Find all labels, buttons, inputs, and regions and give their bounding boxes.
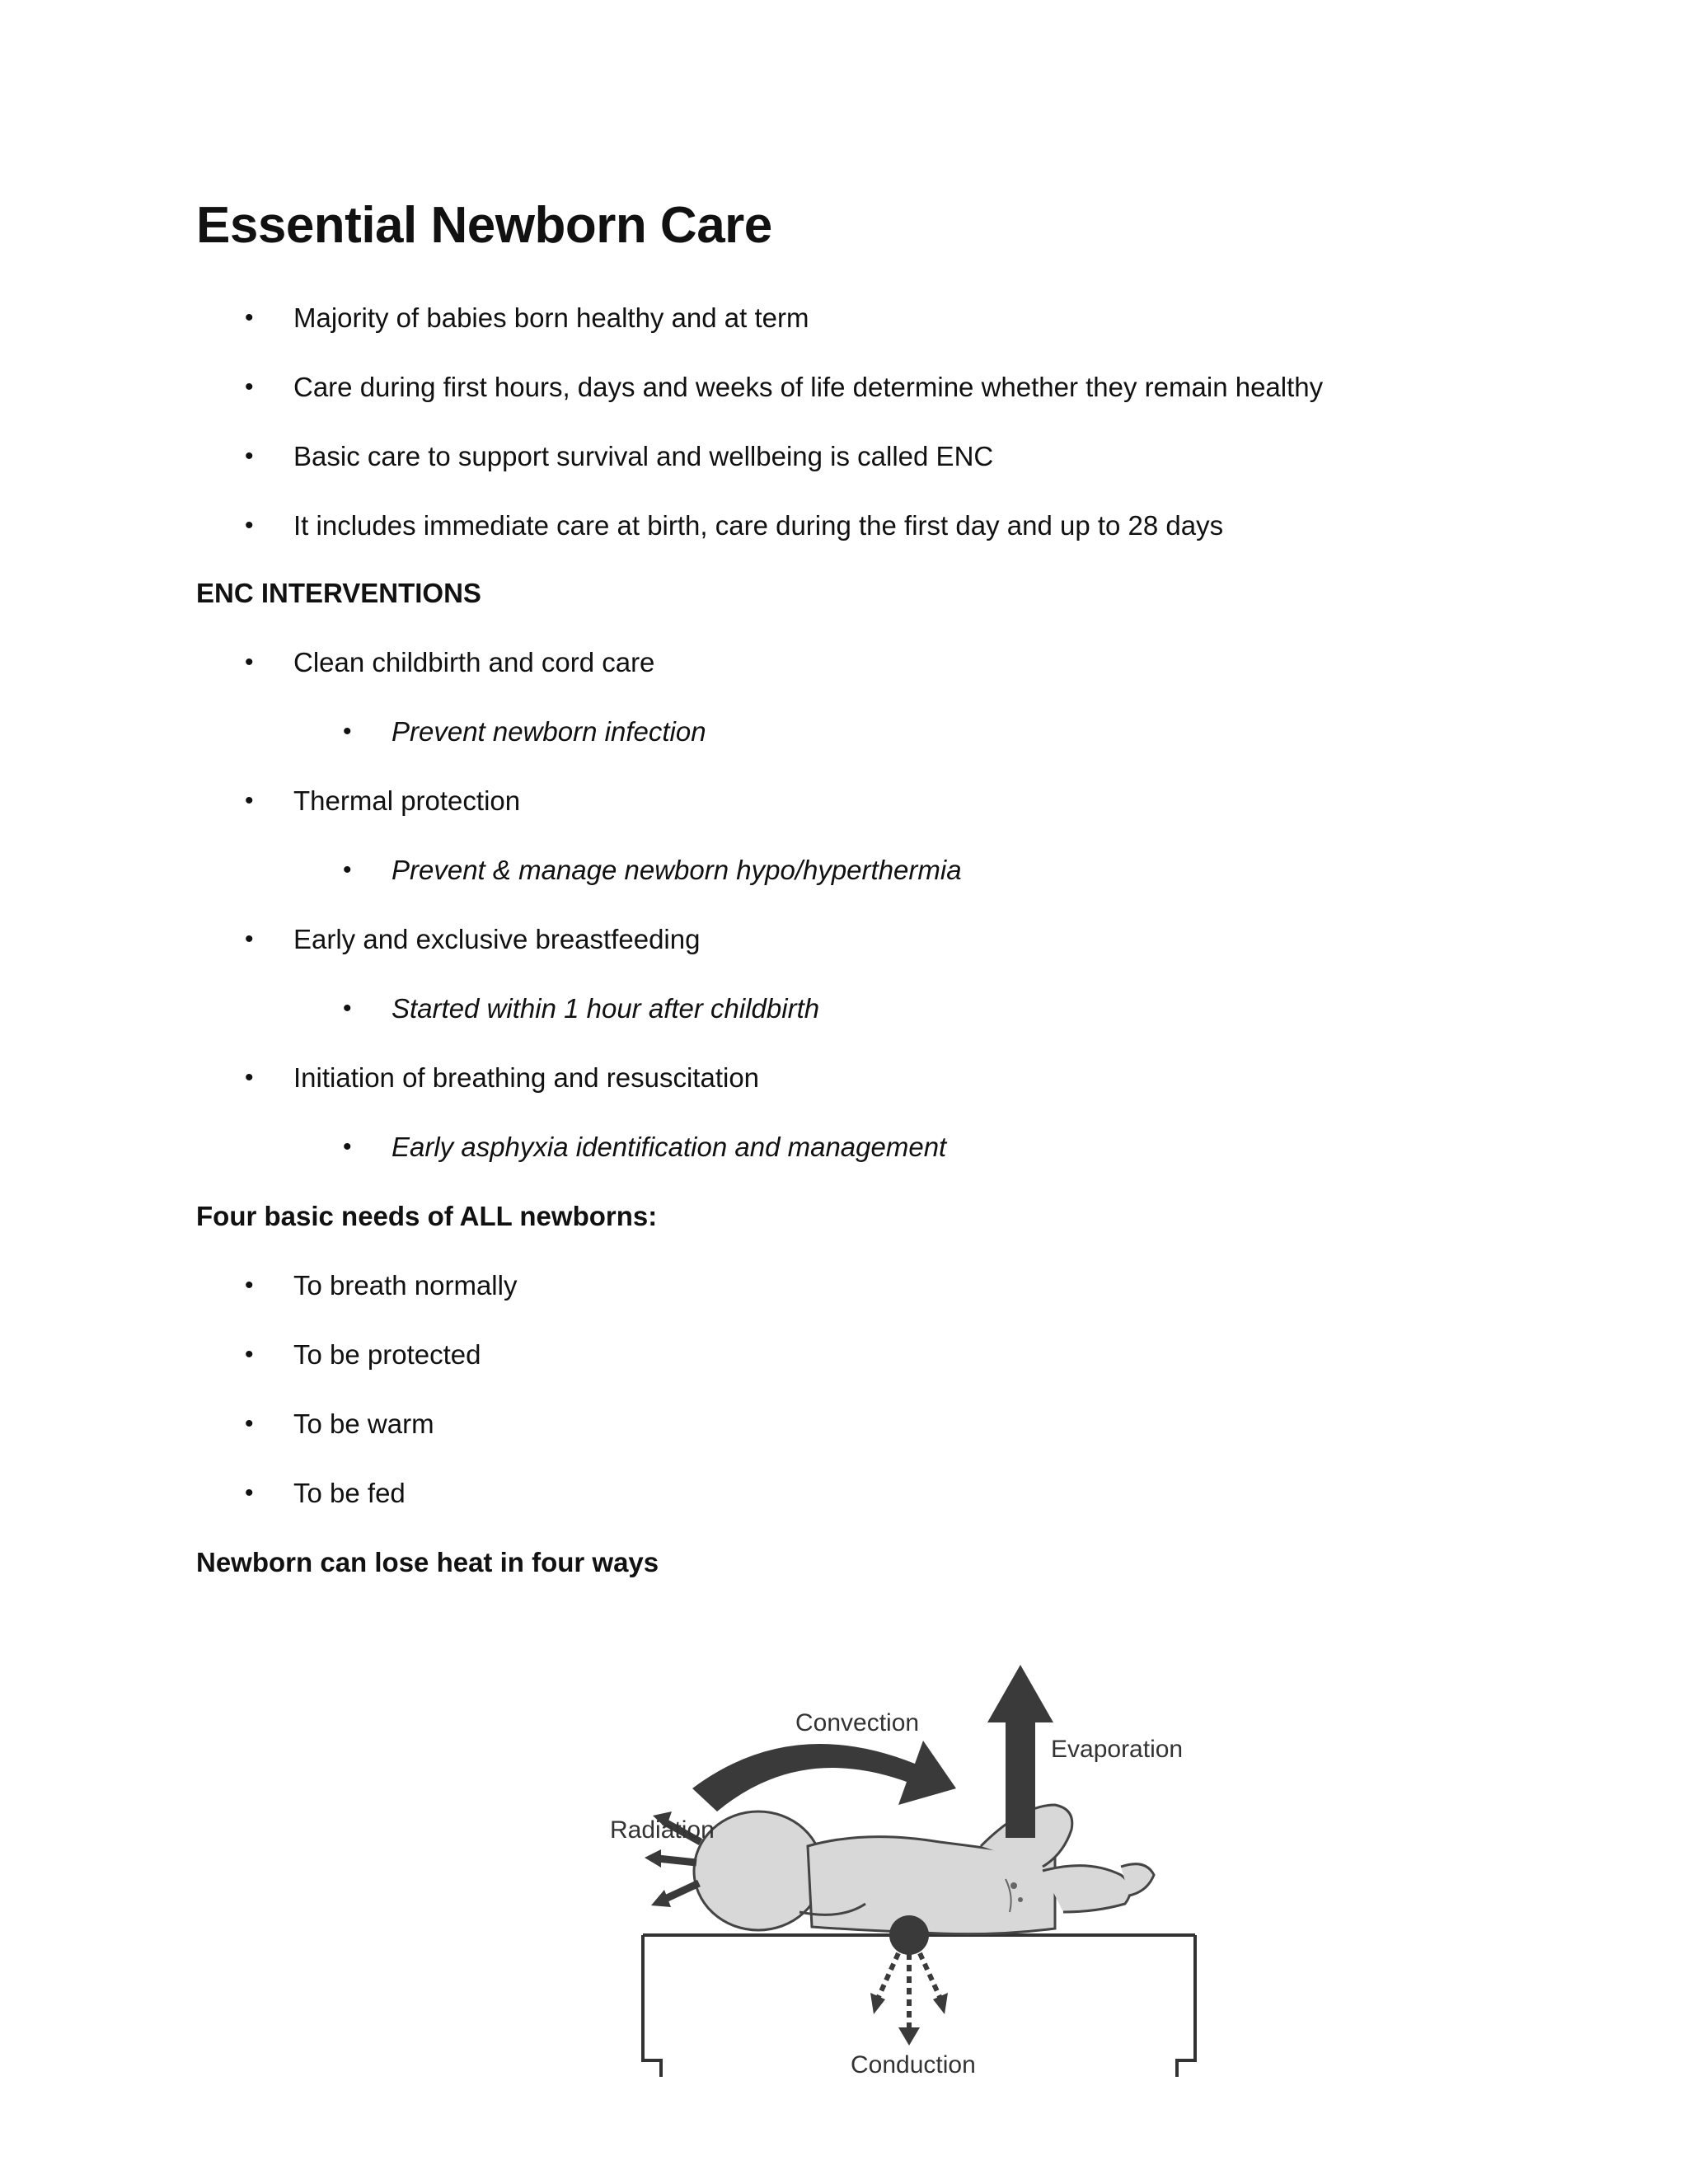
bullet-icon: •: [245, 304, 254, 331]
bullet-icon: •: [245, 649, 254, 676]
intervention-detail: Prevent newborn infection: [392, 716, 706, 747]
need-text: To be warm: [293, 1408, 434, 1439]
section-heading-heat-loss: Newborn can lose heat in four ways: [196, 1547, 659, 1577]
label-conduction: Conduction: [851, 2051, 976, 2077]
need-text: To breath normally: [293, 1270, 518, 1301]
label-evaporation: Evaporation: [1051, 1736, 1184, 1763]
page-title: Essential Newborn Care: [196, 197, 772, 254]
intervention-label: Early and exclusive breastfeeding: [293, 924, 701, 954]
bullet-icon: •: [343, 995, 352, 1022]
section-heading-needs: Four basic needs of ALL newborns:: [196, 1201, 658, 1231]
heat-loss-figure: [593, 1665, 1220, 2077]
newborn-icon: [694, 1805, 1154, 1934]
list-item-text: Majority of babies born healthy and at term: [293, 302, 809, 333]
label-radiation: Radiation: [610, 1816, 715, 1844]
intervention-detail: Started within 1 hour after childbirth: [392, 993, 820, 1024]
bullet-icon: •: [245, 787, 254, 814]
bullet-icon: •: [245, 1479, 254, 1507]
intervention-detail: Early asphyxia identification and management: [392, 1132, 947, 1162]
bullet-icon: •: [245, 1410, 254, 1437]
list-item-text: It includes immediate care at birth, care during the first day and up to 28 days: [293, 510, 1224, 541]
section-heading-interventions: ENC INTERVENTIONS: [196, 578, 481, 608]
label-convection: Convection: [795, 1709, 920, 1736]
list-item-text: Care during first hours, days and weeks of life determine whether they remain healthy: [293, 372, 1324, 402]
bullet-icon: •: [343, 1133, 352, 1160]
bullet-icon: •: [245, 512, 254, 539]
bullet-icon: •: [343, 718, 352, 745]
need-text: To be fed: [293, 1478, 406, 1508]
intervention-label: Thermal protection: [293, 785, 521, 816]
intervention-detail: Prevent & manage newborn hypo/hyperthermia: [392, 855, 962, 885]
bullet-icon: •: [245, 373, 254, 401]
bullet-icon: •: [245, 926, 254, 953]
bullet-icon: •: [245, 1341, 254, 1368]
bullet-icon: •: [245, 1272, 254, 1299]
bullet-icon: •: [343, 856, 352, 883]
convection-arrow-icon: [692, 1741, 956, 1811]
intervention-label: Clean childbirth and cord care: [293, 647, 655, 677]
need-text: To be protected: [293, 1339, 481, 1370]
intervention-label: Initiation of breathing and resuscitation: [293, 1062, 760, 1093]
list-item-text: Basic care to support survival and wellbeing is called ENC: [293, 441, 994, 471]
bullet-icon: •: [245, 1064, 254, 1091]
bullet-icon: •: [245, 443, 254, 470]
